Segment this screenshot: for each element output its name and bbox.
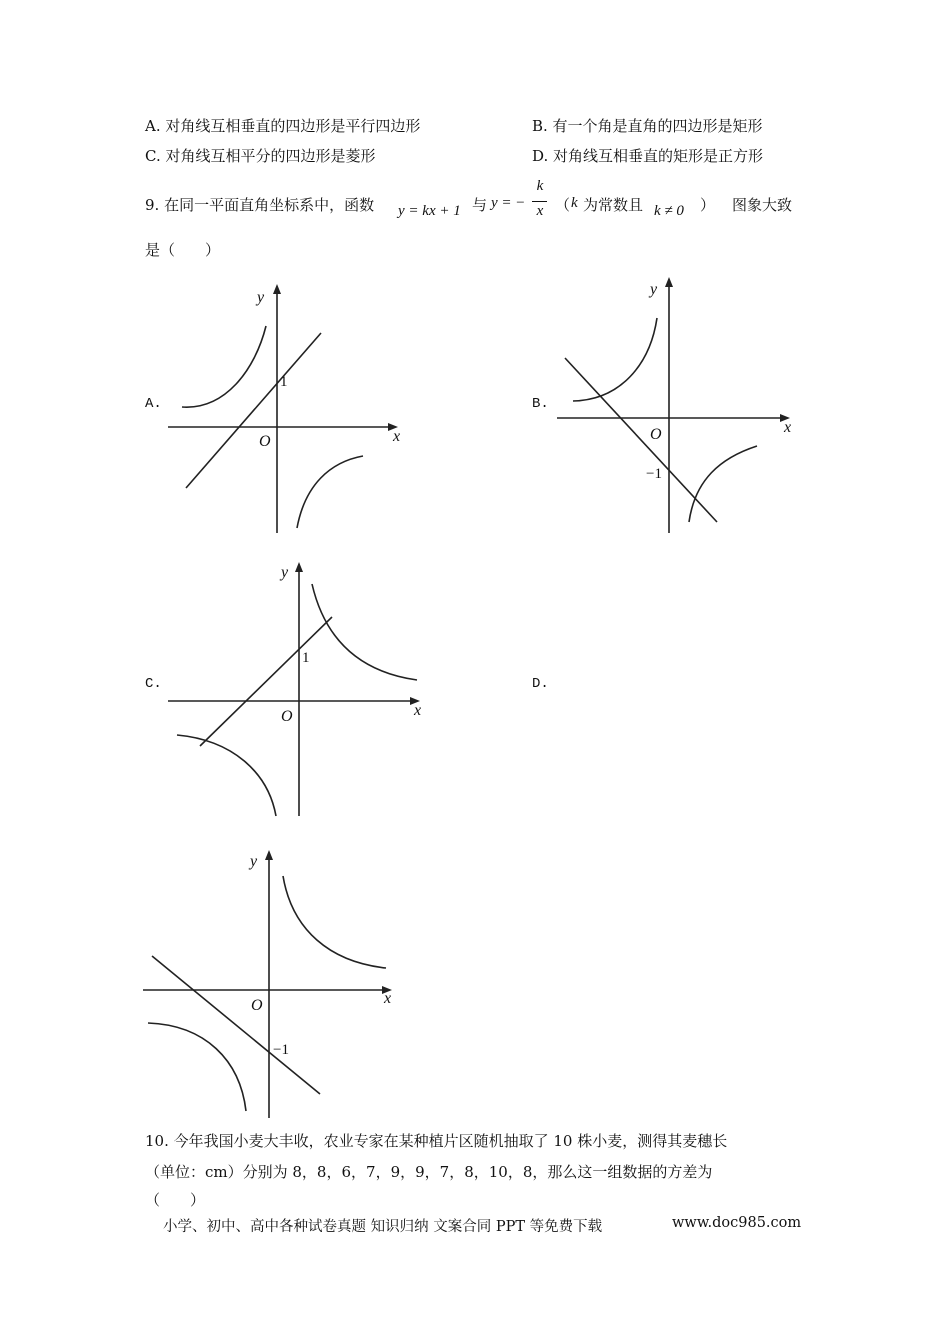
graph-d-branch-lower: [148, 1023, 246, 1111]
q10-line2: （单位：cm）分别为 8，8，6，7，9，9，7，8，10，8，那么这一组数据的方差为: [145, 1163, 713, 1181]
q9-prefix: 9. 在同一平面直角坐标系中，函数: [145, 196, 375, 214]
graph-b-y-label: y: [650, 281, 658, 298]
graph-c-y-label: y: [281, 564, 289, 581]
q9-func1: y = kx + 1: [398, 203, 461, 219]
graph-a-origin: O: [259, 433, 271, 450]
graph-c-intercept: 1: [302, 650, 310, 666]
q8-option-c: C. 对角线互相平分的四边形是菱形: [145, 147, 376, 165]
q9-condition-math: k ≠ 0: [654, 203, 684, 219]
graph-c-x-label: x: [414, 702, 422, 719]
graph-a-x-label: x: [393, 428, 401, 445]
q10-line3: （ ）: [145, 1191, 206, 1209]
graph-b-x-label: x: [784, 419, 792, 436]
option-label-a: A.: [145, 396, 162, 412]
graph-d-line: [152, 956, 320, 1094]
option-label-b: B.: [532, 396, 549, 412]
graph-b-origin: O: [650, 426, 662, 443]
footer-text: 小学、初中、高中各种试卷真题 知识归纳 文案合同 PPT 等免费下载: [163, 1219, 603, 1235]
graph-d-y-label: y: [250, 853, 258, 870]
q9-k-var: k: [571, 195, 578, 211]
footer-url[interactable]: www.doc985.com: [672, 1215, 802, 1231]
q9-func2-denominator: x: [536, 203, 544, 219]
q9-condition-text: 为常数且: [583, 196, 644, 214]
graph-d-x-label: x: [384, 990, 392, 1007]
q9-func2-numerator: k: [536, 178, 544, 194]
option-label-c: C.: [145, 676, 162, 692]
graph-d-y-arrow: [265, 850, 273, 860]
graph-b-intercept: −1: [646, 466, 662, 482]
graph-c-origin: O: [281, 708, 293, 725]
q9-paren-close: ）: [700, 196, 716, 214]
q9-func2-lhs: y = −: [491, 195, 526, 211]
q8-option-b: B. 有一个角是直角的四边形是矩形: [532, 117, 763, 135]
graph-d-origin: O: [251, 997, 263, 1014]
graph-d-branch-upper: [283, 876, 386, 968]
q9-connector: 与: [472, 196, 488, 214]
graph-d-intercept: −1: [273, 1042, 289, 1058]
graph-a-y-label: y: [257, 289, 265, 306]
q9-paren-open: （: [555, 196, 571, 214]
q9-suffix: 图象大致: [732, 196, 793, 214]
graph-a-intercept: 1: [280, 374, 288, 390]
q10-line1: 10. 今年我国小麦大丰收，农业专家在某种植片区随机抽取了 10 株小麦，测得其麦穗长: [145, 1132, 728, 1150]
q8-option-a: A. 对角线互相垂直的四边形是平行四边形: [145, 117, 421, 135]
q9-line2: 是（ ）: [145, 241, 221, 259]
q8-option-d: D. 对角线互相垂直的矩形是正方形: [532, 147, 764, 165]
option-label-d: D.: [532, 676, 549, 692]
